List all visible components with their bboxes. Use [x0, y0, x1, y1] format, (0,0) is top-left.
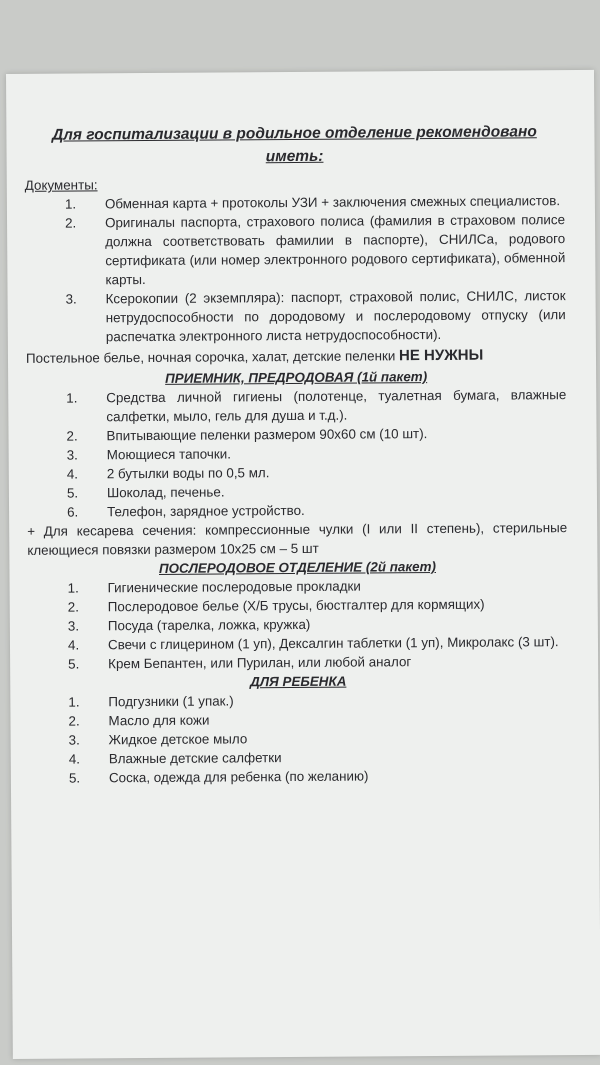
cesarean-note: + Для кесарева сечения: компрессионные чулки (I или II степень), стерильные клеющиеся повязки размером 10х25 см – 5 шт: [27, 520, 568, 558]
paper-sheet: [6, 70, 600, 1059]
list-item: [27, 499, 567, 522]
item-number: 1.: [68, 694, 80, 710]
item-number: 2.: [64, 215, 77, 231]
list-item: [28, 651, 568, 674]
item-text: Оригиналы паспорта, страхового полиса (фамилия в страховом полисе должна соответствовать фамилии в паспорте), СНИЛСа, родового сертификата (или номер электронного родового сертификата), обменной карты.: [104, 212, 566, 288]
item-text: Соска, одежда для ребенка (по желанию): [108, 768, 369, 786]
item-number: 3.: [66, 447, 78, 463]
item-text: Влажные детские салфетки: [108, 750, 282, 767]
not-needed-note: [26, 345, 566, 368]
item-number: 1.: [64, 196, 77, 212]
list-item: [29, 765, 569, 788]
item-text: Моющиеся тапочки.: [106, 446, 231, 463]
item-number: 1.: [66, 390, 78, 406]
item-number: 4.: [66, 466, 79, 482]
postpartum-heading: ПОСЛЕРОДОВОЕ ОТДЕЛЕНИЕ (2й пакет): [158, 559, 437, 576]
list-item: [25, 210, 566, 290]
reception-heading: ПРИЕМНИК, ПРЕДРОДОВАЯ (1й пакет): [165, 369, 428, 386]
item-text: Ксерокопии (2 экземпляра): паспорт, страховой полис, СНИЛС, листок нетрудоспособности по дородовому и послеродовому отпуску (или распечатка электронного листа нетрудоспособности).: [105, 288, 566, 345]
document-content: [24, 120, 569, 788]
list-item: [26, 385, 566, 427]
baby-heading: ДЛЯ РЕБЕНКА: [250, 673, 347, 690]
item-number: 4.: [67, 637, 80, 653]
item-text: Послеродовое белье (Х/Б трусы, бюстгалтер для кормящих): [107, 596, 485, 615]
document-title: [24, 120, 564, 170]
item-text: Гигиенические послеродовые прокладки: [107, 578, 361, 596]
documents-label: Документы:: [24, 177, 98, 193]
item-number: 2.: [68, 713, 80, 729]
not-needed-text: Постельное белье, ночная сорочка, халат, детские пеленки: [25, 348, 396, 366]
reception-list: [26, 385, 567, 522]
title-line-1: Для госпитализации в родильное отделение рекомендовано: [52, 123, 537, 144]
item-text: Посуда (тарелка, ложка, кружка): [107, 616, 311, 634]
item-text: Обменная карта + протоколы УЗИ + заключения смежных специалистов.: [104, 193, 561, 212]
item-number: 3.: [65, 291, 77, 307]
item-text: Впитывающие пеленки размером 90х60 см (10 шт).: [106, 426, 428, 444]
title-line-2: иметь:: [265, 147, 324, 166]
item-number: 4.: [68, 751, 81, 767]
item-text: Масло для кожи: [108, 712, 210, 729]
item-number: 5.: [68, 656, 80, 672]
item-number: 3.: [68, 732, 80, 748]
item-text: Средства личной гигиены (полотенце, туалетная бумага, влажные салфетки, мыло, гель для душа и т.д.).: [106, 387, 567, 425]
item-text: Телефон, зарядное устройство.: [107, 502, 305, 520]
baby-list: [28, 689, 569, 788]
item-number: 2.: [66, 428, 78, 444]
item-text: Крем Бепантен, или Пурилан, или любой аналог: [108, 654, 412, 672]
not-needed-emphasis: НЕ НУЖНЫ: [398, 346, 484, 365]
item-text: Подгузники (1 упак.): [108, 693, 234, 710]
item-number: 6.: [67, 504, 79, 520]
item-number: 1.: [67, 580, 79, 596]
item-text: Свечи с глицерином (1 уп), Дексалгин таблетки (1 уп), Микролакс (3 шт).: [107, 634, 559, 653]
list-item: [26, 286, 566, 347]
item-text: Жидкое детское мыло: [108, 731, 248, 748]
item-number: 2.: [67, 599, 79, 615]
item-number: 5.: [66, 485, 79, 501]
item-text: 2 бутылки воды по 0,5 мл.: [106, 465, 270, 482]
item-number: 3.: [67, 618, 80, 634]
item-text: Шоколад, печенье.: [106, 484, 225, 501]
item-number: 5.: [68, 770, 81, 786]
postpartum-list: [28, 575, 569, 674]
documents-list: [25, 191, 566, 347]
